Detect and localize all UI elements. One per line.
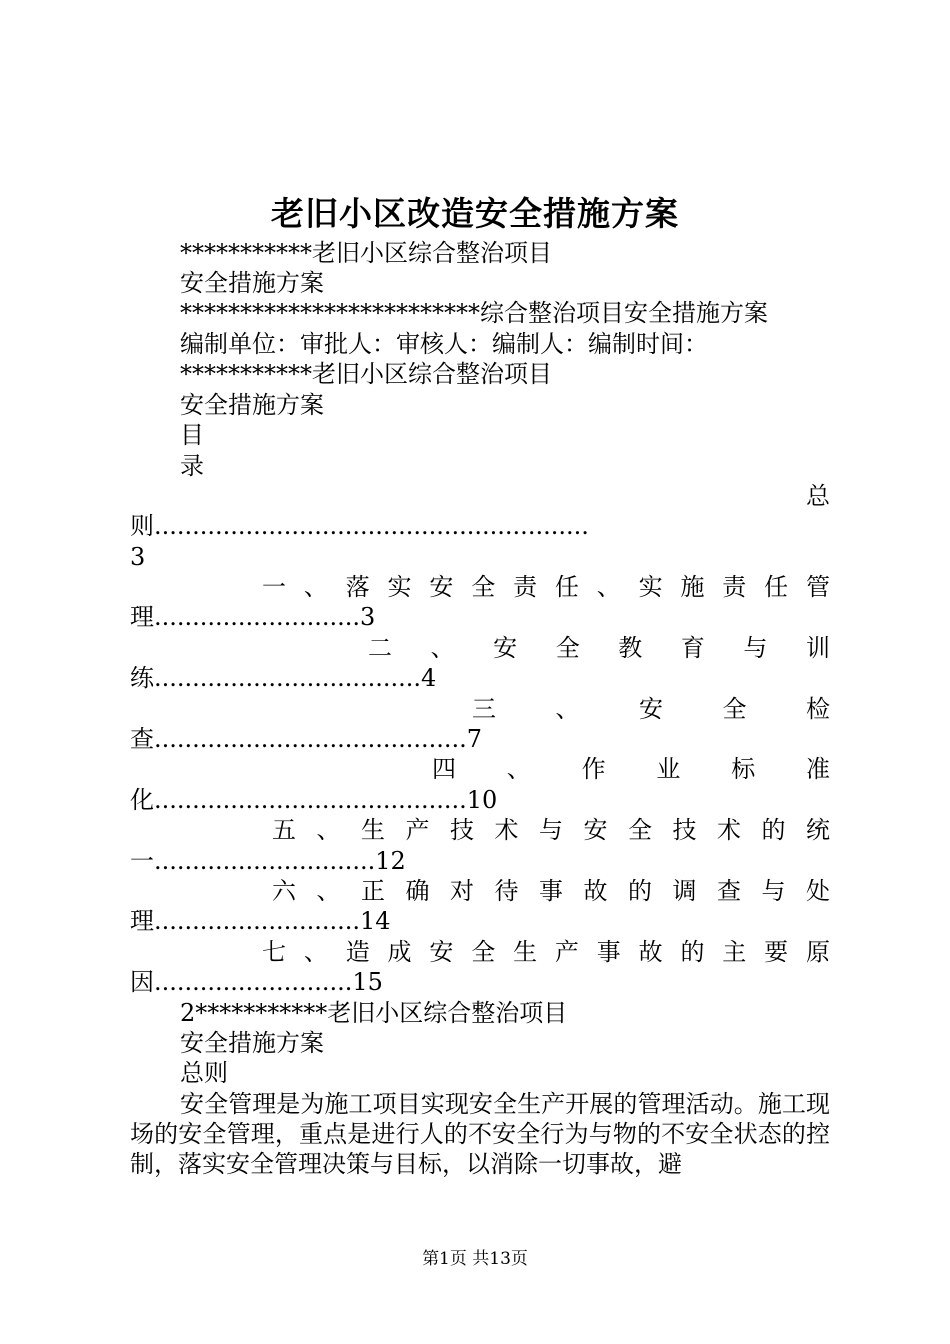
toc-heading-lu: 录 xyxy=(180,452,204,480)
toc-entry-1-head: 一、落实安全责任、实施责任管 xyxy=(262,573,830,601)
toc-heading-mu: 目 xyxy=(180,421,204,449)
toc-entry-3-head: 三、安全检 xyxy=(472,695,830,723)
general-section-heading: 总则 xyxy=(180,1059,228,1087)
page-footer: 第1页 共13页 xyxy=(422,1249,528,1269)
project-plan-line: *************************综合整治项目安全措施方案 xyxy=(180,299,768,327)
general-paragraph: 安全管理是为施工项目实现安全生产开展的管理活动。施工现场的安全管理，重点是进行人的不安全行为与物的不安全状态的控制，落实安全管理决策与目标，以消除一切事故，避 xyxy=(130,1090,830,1178)
toc-entry-6-tail: 理...........................14 xyxy=(130,907,391,935)
toc-entry-2-head: 二、安全教育与训 xyxy=(368,634,830,662)
toc-entry-general-head: 总 xyxy=(806,482,830,510)
toc-entry-4-head: 四、作业标准 xyxy=(432,755,830,783)
document-title: 老旧小区改造安全措施方案 xyxy=(271,194,679,233)
plan-name-line: 安全措施方案 xyxy=(180,269,324,297)
page2-plan-name: 安全措施方案 xyxy=(180,1029,324,1057)
toc-entry-4-tail: 化.........................................10 xyxy=(130,786,498,814)
toc-entry-5-head: 五、生产技术与安全技术的统 xyxy=(272,816,830,844)
toc-entry-2-tail: 练...................................4 xyxy=(130,664,437,692)
toc-entry-general-page: 3 xyxy=(130,543,146,571)
toc-entry-5-tail: 一.............................12 xyxy=(130,847,406,875)
compile-info-line: 编制单位：审批人：审核人：编制人：编制时间： xyxy=(180,330,708,358)
project-header-line: ***********老旧小区综合整治项目 xyxy=(180,239,552,267)
toc-entry-7-tail: 因..........................15 xyxy=(130,968,383,996)
toc-entry-3-tail: 查.........................................7 xyxy=(130,725,483,753)
plan-name-line-2: 安全措施方案 xyxy=(180,391,324,419)
toc-entry-general-tail: 则......................................................... xyxy=(130,512,589,540)
toc-entry-1-tail: 理...........................3 xyxy=(130,603,376,631)
project-header-line-2: ***********老旧小区综合整治项目 xyxy=(180,360,552,388)
toc-entry-6-head: 六、正确对待事故的调查与处 xyxy=(272,877,830,905)
page2-project-header: 2***********老旧小区综合整治项目 xyxy=(180,999,568,1027)
toc-entry-7-head: 七、造成安全生产事故的主要原 xyxy=(262,938,830,966)
